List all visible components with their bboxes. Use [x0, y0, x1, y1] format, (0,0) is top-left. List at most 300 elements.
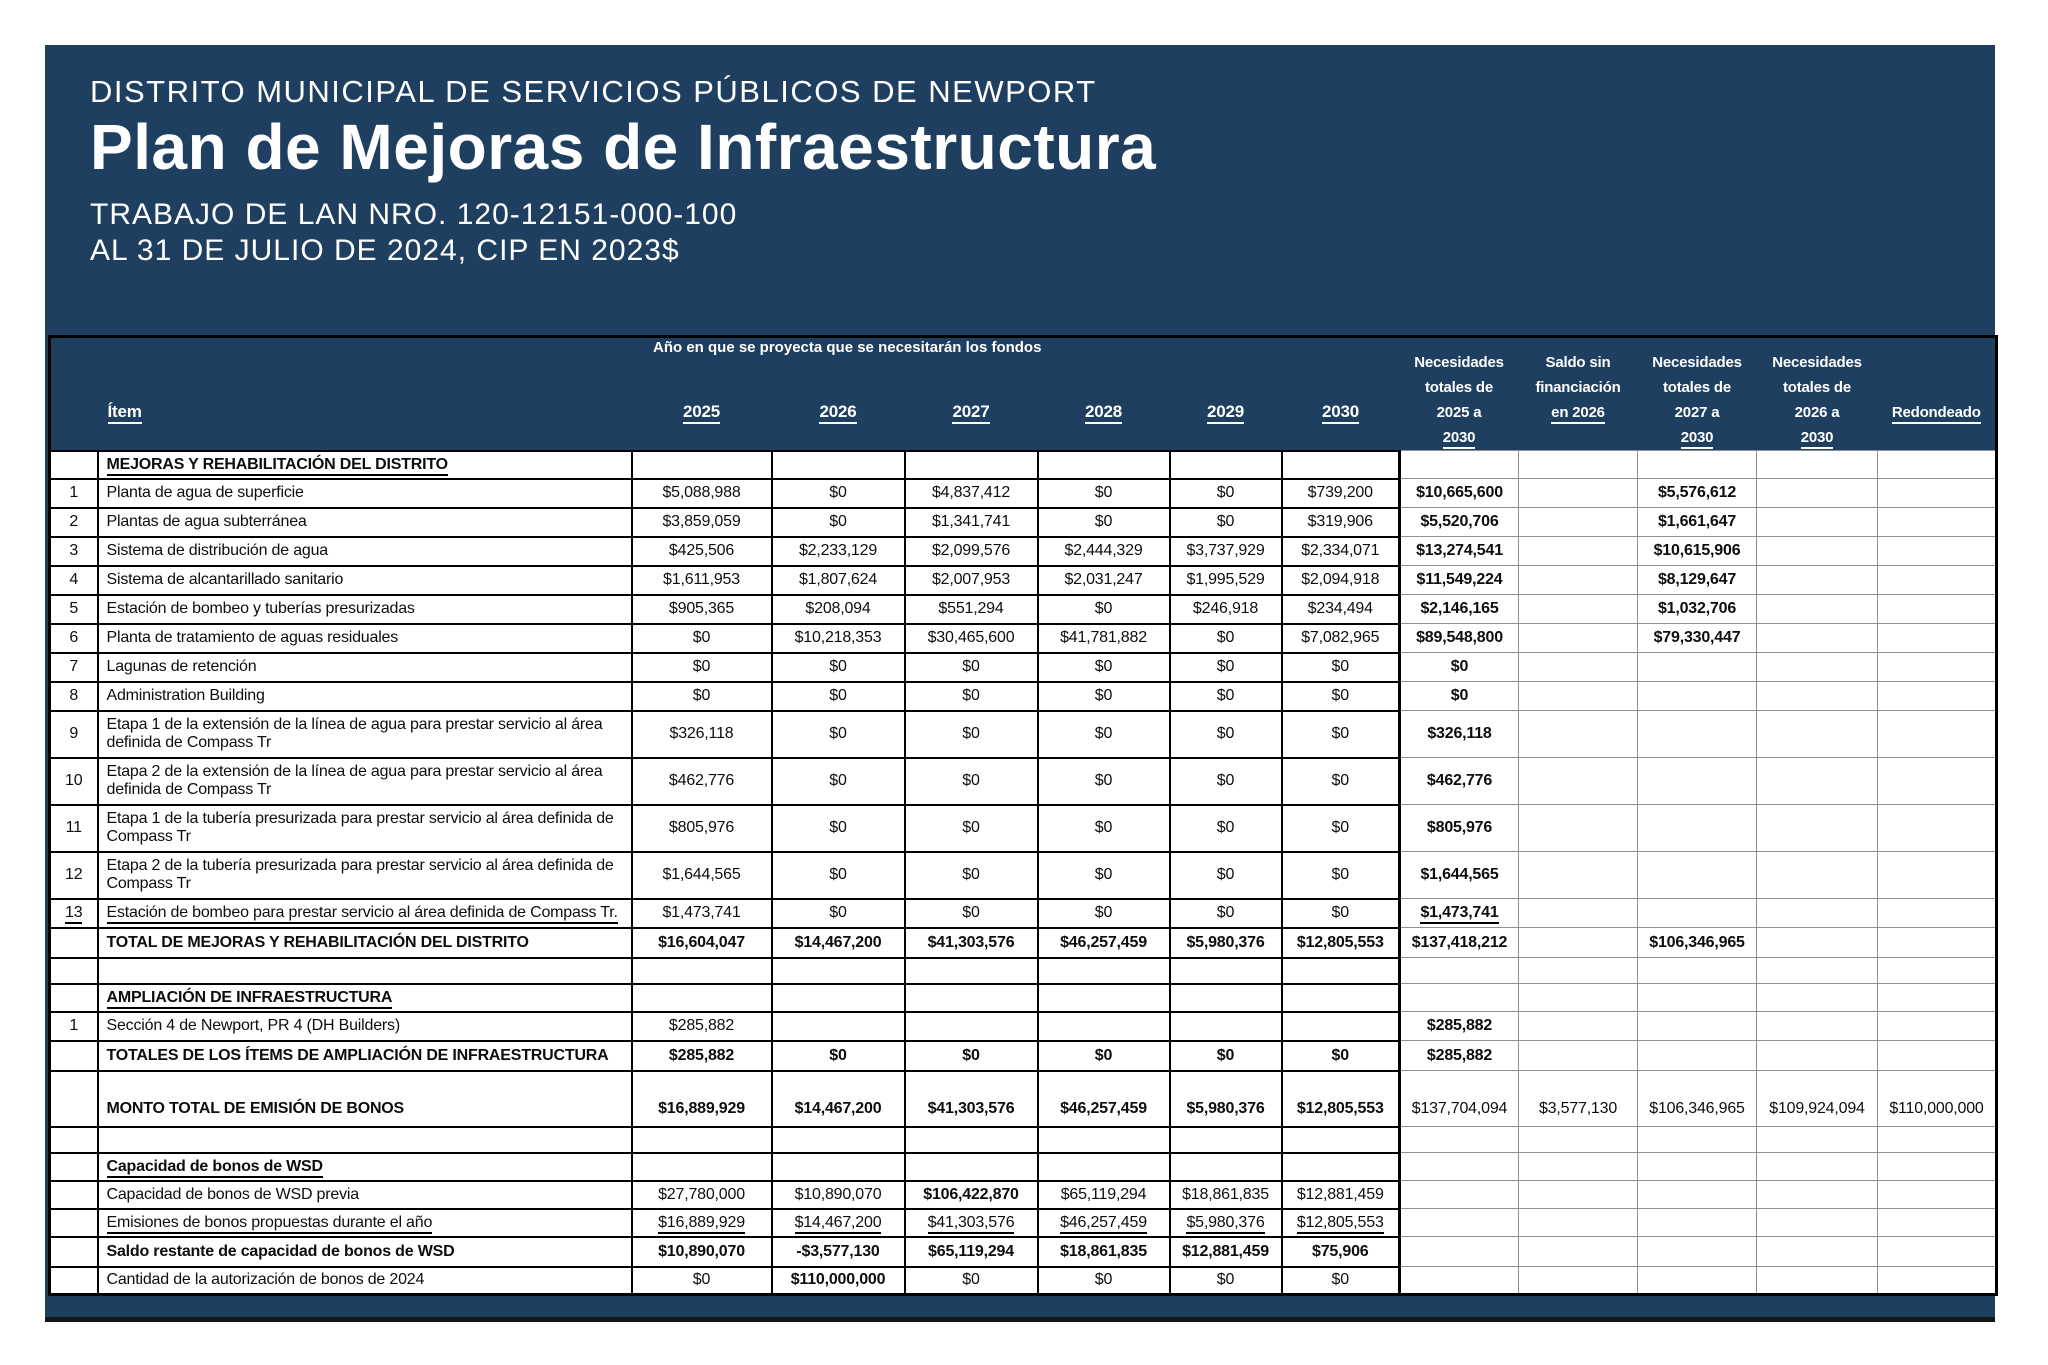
- cell-total-2027-2030: [1638, 1181, 1757, 1209]
- cell-total-2025-2030: $10,665,600: [1400, 479, 1519, 508]
- cell-total-2025-2030: $89,548,800: [1400, 624, 1519, 653]
- cell-2028: $0: [1038, 508, 1170, 537]
- cell-total-2025-2030: [1400, 1237, 1519, 1267]
- cell-total-2025-2030: $2,146,165: [1400, 595, 1519, 624]
- row-label: Estación de bombeo para prestar servicio al área definida de Compass Tr.: [98, 899, 632, 928]
- row-number: [50, 1041, 98, 1071]
- cell-saldo-2026: [1519, 653, 1638, 682]
- cell-2026: $10,218,353: [772, 624, 905, 653]
- cell-2028: $65,119,294: [1038, 1181, 1170, 1209]
- col-redondeado: Redondeado: [1878, 337, 1997, 451]
- col-2025: 2025: [632, 337, 772, 451]
- row-number: [50, 1127, 98, 1153]
- cell-2030: [1282, 1153, 1400, 1181]
- col-2026: 2026: [772, 337, 905, 451]
- table-row: [50, 1012, 1997, 1041]
- cell-2026: $0: [772, 711, 905, 758]
- cell-2026: $0: [772, 852, 905, 899]
- row-label: Sistema de distribución de agua: [98, 537, 632, 566]
- cell-saldo-2026: [1519, 1041, 1638, 1071]
- cell-total-2027-2030: $79,330,447: [1638, 624, 1757, 653]
- cell-redondeado: [1878, 1237, 1997, 1267]
- cell-total-2025-2030: [1400, 451, 1519, 479]
- cip-table: [48, 335, 1998, 1296]
- cell-total-2026-2030: [1757, 1237, 1878, 1267]
- cell-total-2025-2030: $462,776: [1400, 758, 1519, 805]
- cell-2027: $30,465,600: [905, 624, 1038, 653]
- cell-2029: $246,918: [1170, 595, 1282, 624]
- cell-2027: $0: [905, 711, 1038, 758]
- cell-redondeado: [1878, 1127, 1997, 1153]
- cell-saldo-2026: [1519, 1209, 1638, 1237]
- cell-redondeado: [1878, 1012, 1997, 1041]
- cell-total-2025-2030: $1,473,741: [1400, 899, 1519, 928]
- row-number: 1: [50, 1012, 98, 1041]
- cell-2025: [632, 1153, 772, 1181]
- cell-2030: $319,906: [1282, 508, 1400, 537]
- cell-2028: $0: [1038, 805, 1170, 852]
- table-body: [50, 451, 1997, 1295]
- cell-2025: $285,882: [632, 1041, 772, 1071]
- cell-2026: $0: [772, 758, 905, 805]
- cell-total-2027-2030: [1638, 1267, 1757, 1295]
- cell-saldo-2026: [1519, 479, 1638, 508]
- cell-2027: [905, 451, 1038, 479]
- row-label: Cantidad de la autorización de bonos de 2024: [98, 1267, 632, 1295]
- cell-2029: $0: [1170, 653, 1282, 682]
- cell-2028: $18,861,835: [1038, 1237, 1170, 1267]
- row-number: [50, 1209, 98, 1237]
- table-row: [50, 928, 1997, 958]
- cell-2030: $739,200: [1282, 479, 1400, 508]
- cell-2026: $14,467,200: [772, 1071, 905, 1127]
- row-label: Capacidad de bonos de WSD previa: [98, 1181, 632, 1209]
- cell-2026: $0: [772, 899, 905, 928]
- cell-2027: $41,303,576: [905, 1071, 1038, 1127]
- cell-total-2027-2030: [1638, 758, 1757, 805]
- cell-2026: $0: [772, 682, 905, 711]
- cell-2025: $0: [632, 1267, 772, 1295]
- report-panel: [45, 45, 1995, 1322]
- cell-2029: $0: [1170, 1267, 1282, 1295]
- cell-total-2025-2030: $137,418,212: [1400, 928, 1519, 958]
- cell-2028: $41,781,882: [1038, 624, 1170, 653]
- cell-2030: [1282, 1012, 1400, 1041]
- cell-2028: $0: [1038, 711, 1170, 758]
- table-row: [50, 805, 1997, 852]
- cell-total-2027-2030: [1638, 1012, 1757, 1041]
- table-row: [50, 537, 1997, 566]
- cell-2030: [1282, 1127, 1400, 1153]
- cell-total-2025-2030: $0: [1400, 653, 1519, 682]
- cell-2029: $0: [1170, 899, 1282, 928]
- cell-2028: $2,444,329: [1038, 537, 1170, 566]
- table-row: [50, 451, 1997, 479]
- row-label: Estación de bombeo y tuberías presurizadas: [98, 595, 632, 624]
- table-row: [50, 479, 1997, 508]
- cell-2030: $234,494: [1282, 595, 1400, 624]
- cell-2030: $75,906: [1282, 1237, 1400, 1267]
- cell-total-2027-2030: [1638, 653, 1757, 682]
- cell-2029: [1170, 1012, 1282, 1041]
- cell-2030: $7,082,965: [1282, 624, 1400, 653]
- table-row: [50, 566, 1997, 595]
- cell-total-2025-2030: $137,704,094: [1400, 1071, 1519, 1127]
- cell-saldo-2026: [1519, 711, 1638, 758]
- cell-saldo-2026: [1519, 984, 1638, 1012]
- cell-total-2025-2030: $285,882: [1400, 1012, 1519, 1041]
- row-number: 2: [50, 508, 98, 537]
- cell-saldo-2026: [1519, 1153, 1638, 1181]
- cell-redondeado: [1878, 653, 1997, 682]
- cell-total-2026-2030: [1757, 653, 1878, 682]
- row-label: Sección 4 de Newport, PR 4 (DH Builders): [98, 1012, 632, 1041]
- cell-2029: $0: [1170, 758, 1282, 805]
- cell-2026: [772, 1012, 905, 1041]
- cell-total-2026-2030: [1757, 1012, 1878, 1041]
- cell-2026: $0: [772, 479, 905, 508]
- cell-2029: [1170, 958, 1282, 984]
- cell-2026: $1,807,624: [772, 566, 905, 595]
- cell-total-2026-2030: [1757, 1127, 1878, 1153]
- table-row: [50, 595, 1997, 624]
- cell-redondeado: [1878, 537, 1997, 566]
- row-label: Etapa 2 de la extensión de la línea de agua para prestar servicio al área definida de Compass Tr: [98, 758, 632, 805]
- cell-2029: $0: [1170, 508, 1282, 537]
- cell-total-2025-2030: [1400, 984, 1519, 1012]
- cell-2030: $0: [1282, 1041, 1400, 1071]
- cell-total-2027-2030: [1638, 958, 1757, 984]
- cell-total-2026-2030: [1757, 1209, 1878, 1237]
- cell-redondeado: [1878, 758, 1997, 805]
- cell-total-2026-2030: [1757, 711, 1878, 758]
- cell-total-2027-2030: $5,576,612: [1638, 479, 1757, 508]
- row-label: Capacidad de bonos de WSD: [98, 1153, 632, 1181]
- row-label: Emisiones de bonos propuestas durante el año: [98, 1209, 632, 1237]
- table-row: [50, 682, 1997, 711]
- table-row: [50, 958, 1997, 984]
- table-row: [50, 758, 1997, 805]
- row-label: Etapa 2 de la tubería presurizada para prestar servicio al área definida de Compass Tr: [98, 852, 632, 899]
- cell-2027: $0: [905, 682, 1038, 711]
- cell-2026: $0: [772, 653, 905, 682]
- cell-redondeado: [1878, 852, 1997, 899]
- row-number: [50, 1181, 98, 1209]
- cell-redondeado: [1878, 595, 1997, 624]
- table-row: [50, 508, 1997, 537]
- cell-total-2025-2030: [1400, 1181, 1519, 1209]
- cell-redondeado: [1878, 1041, 1997, 1071]
- as-of-date: AL 31 DE JULIO DE 2024, CIP EN 2023$: [90, 234, 680, 267]
- cell-saldo-2026: [1519, 1181, 1638, 1209]
- cell-saldo-2026: [1519, 1267, 1638, 1295]
- row-number: 11: [50, 805, 98, 852]
- cell-total-2027-2030: [1638, 1127, 1757, 1153]
- cell-2030: [1282, 984, 1400, 1012]
- row-number: 3: [50, 537, 98, 566]
- row-label: Etapa 1 de la extensión de la línea de agua para prestar servicio al área definida de Compass Tr: [98, 711, 632, 758]
- row-label: MEJORAS Y REHABILITACIÓN DEL DISTRITO: [98, 451, 632, 479]
- cell-redondeado: [1878, 928, 1997, 958]
- row-label: Sistema de alcantarillado sanitario: [98, 566, 632, 595]
- table-row: [50, 624, 1997, 653]
- cell-total-2027-2030: [1638, 1237, 1757, 1267]
- cell-redondeado: [1878, 566, 1997, 595]
- cell-2030: $0: [1282, 805, 1400, 852]
- row-number: 6: [50, 624, 98, 653]
- cell-total-2026-2030: [1757, 1153, 1878, 1181]
- cell-2025: $905,365: [632, 595, 772, 624]
- cell-total-2027-2030: [1638, 805, 1757, 852]
- cell-total-2027-2030: [1638, 1209, 1757, 1237]
- cell-total-2025-2030: [1400, 1209, 1519, 1237]
- row-number: 10: [50, 758, 98, 805]
- cell-total-2026-2030: [1757, 1041, 1878, 1071]
- cell-2025: $16,889,929: [632, 1209, 772, 1237]
- cell-total-2027-2030: [1638, 852, 1757, 899]
- table-row: [50, 1041, 1997, 1071]
- cell-2029: [1170, 451, 1282, 479]
- cell-total-2026-2030: $109,924,094: [1757, 1071, 1878, 1127]
- cell-saldo-2026: [1519, 595, 1638, 624]
- row-number: 1: [50, 479, 98, 508]
- table-row: [50, 852, 1997, 899]
- cell-redondeado: [1878, 682, 1997, 711]
- cell-2028: [1038, 958, 1170, 984]
- cell-redondeado: [1878, 1267, 1997, 1295]
- cell-saldo-2026: [1519, 682, 1638, 711]
- cell-2030: $0: [1282, 711, 1400, 758]
- cell-redondeado: [1878, 1153, 1997, 1181]
- row-label: Administration Building: [98, 682, 632, 711]
- cell-2028: $0: [1038, 852, 1170, 899]
- cell-saldo-2026: [1519, 758, 1638, 805]
- cell-total-2026-2030: [1757, 928, 1878, 958]
- row-label: Saldo restante de capacidad de bonos de WSD: [98, 1237, 632, 1267]
- cell-2026: $10,890,070: [772, 1181, 905, 1209]
- row-label: MONTO TOTAL DE EMISIÓN DE BONOS: [98, 1071, 632, 1127]
- cell-2030: $0: [1282, 653, 1400, 682]
- col-row-number: [50, 337, 98, 451]
- col-2029: 2029: [1170, 337, 1282, 451]
- cell-2027: $0: [905, 899, 1038, 928]
- row-label: Etapa 1 de la tubería presurizada para prestar servicio al área definida de Compass Tr: [98, 805, 632, 852]
- row-number: [50, 451, 98, 479]
- cell-total-2026-2030: [1757, 899, 1878, 928]
- row-label: AMPLIACIÓN DE INFRAESTRUCTURA: [98, 984, 632, 1012]
- cell-total-2026-2030: [1757, 1267, 1878, 1295]
- cell-total-2025-2030: $11,549,224: [1400, 566, 1519, 595]
- cell-total-2026-2030: [1757, 852, 1878, 899]
- cell-2026: $0: [772, 805, 905, 852]
- cell-2029: $5,980,376: [1170, 1071, 1282, 1127]
- row-number: 12: [50, 852, 98, 899]
- cell-saldo-2026: [1519, 899, 1638, 928]
- row-number: [50, 958, 98, 984]
- row-number: 9: [50, 711, 98, 758]
- col-2028: 2028: [1038, 337, 1170, 451]
- cell-redondeado: [1878, 984, 1997, 1012]
- cell-2026: [772, 984, 905, 1012]
- cell-2025: $1,611,953: [632, 566, 772, 595]
- table-row: [50, 653, 1997, 682]
- cell-saldo-2026: [1519, 508, 1638, 537]
- cell-2025: $16,889,929: [632, 1071, 772, 1127]
- cell-total-2027-2030: $106,346,965: [1638, 1071, 1757, 1127]
- cell-2030: [1282, 958, 1400, 984]
- years-band-label: Año en que se proyecta que se necesitarán los fondos: [653, 339, 1042, 356]
- cell-2028: [1038, 1127, 1170, 1153]
- cell-saldo-2026: [1519, 566, 1638, 595]
- row-label: [98, 958, 632, 984]
- cell-2026: $208,094: [772, 595, 905, 624]
- cell-2025: [632, 984, 772, 1012]
- cell-2025: $425,506: [632, 537, 772, 566]
- cell-2028: $0: [1038, 758, 1170, 805]
- cell-2029: $12,881,459: [1170, 1237, 1282, 1267]
- cell-2028: [1038, 1153, 1170, 1181]
- cell-redondeado: [1878, 451, 1997, 479]
- cell-2026: $110,000,000: [772, 1267, 905, 1295]
- cell-redondeado: [1878, 1209, 1997, 1237]
- cell-total-2027-2030: [1638, 1153, 1757, 1181]
- cell-2027: $106,422,870: [905, 1181, 1038, 1209]
- table-row: [50, 1127, 1997, 1153]
- cell-total-2026-2030: [1757, 984, 1878, 1012]
- row-number: [50, 1153, 98, 1181]
- work-order-number: TRABAJO DE LAN NRO. 120-12151-000-100: [90, 198, 738, 231]
- cell-2029: $0: [1170, 711, 1282, 758]
- row-number: 8: [50, 682, 98, 711]
- cell-total-2027-2030: [1638, 711, 1757, 758]
- cell-total-2026-2030: [1757, 451, 1878, 479]
- cell-2029: $5,980,376: [1170, 1209, 1282, 1237]
- row-label: TOTALES DE LOS ÍTEMS DE AMPLIACIÓN DE INFRAESTRUCTURA: [98, 1041, 632, 1071]
- cell-2029: [1170, 1153, 1282, 1181]
- cell-2025: $0: [632, 682, 772, 711]
- cell-2026: -$3,577,130: [772, 1237, 905, 1267]
- cell-total-2027-2030: [1638, 451, 1757, 479]
- cell-2027: $0: [905, 1041, 1038, 1071]
- col-total-2026-2030: Necesidades totales de 2026 a 2030: [1757, 337, 1878, 451]
- cell-2029: [1170, 1127, 1282, 1153]
- cell-2028: $46,257,459: [1038, 1209, 1170, 1237]
- cell-2025: $805,976: [632, 805, 772, 852]
- cell-redondeado: [1878, 1181, 1997, 1209]
- row-label: [98, 1127, 632, 1153]
- cell-total-2027-2030: $1,032,706: [1638, 595, 1757, 624]
- cell-2028: [1038, 451, 1170, 479]
- cell-total-2027-2030: $8,129,647: [1638, 566, 1757, 595]
- cell-2030: $12,805,553: [1282, 1209, 1400, 1237]
- col-item-label: Ítem: [108, 402, 142, 424]
- cell-total-2027-2030: [1638, 899, 1757, 928]
- cell-2027: $41,303,576: [905, 928, 1038, 958]
- cell-total-2025-2030: $805,976: [1400, 805, 1519, 852]
- cell-redondeado: $110,000,000: [1878, 1071, 1997, 1127]
- cell-2026: [772, 958, 905, 984]
- page-title: Plan de Mejoras de Infraestructura: [90, 111, 1157, 183]
- cell-redondeado: [1878, 624, 1997, 653]
- cell-2029: $0: [1170, 479, 1282, 508]
- cell-2028: $0: [1038, 899, 1170, 928]
- col-total-2025-2030: Necesidades totales de 2025 a 2030: [1400, 337, 1519, 451]
- cell-2030: $0: [1282, 899, 1400, 928]
- cell-2030: [1282, 451, 1400, 479]
- cell-2027: [905, 1153, 1038, 1181]
- cell-2025: $16,604,047: [632, 928, 772, 958]
- cell-total-2025-2030: $1,644,565: [1400, 852, 1519, 899]
- cell-2026: $0: [772, 508, 905, 537]
- cell-2029: $18,861,835: [1170, 1181, 1282, 1209]
- cell-2029: $3,737,929: [1170, 537, 1282, 566]
- cell-2025: [632, 1127, 772, 1153]
- cell-2026: [772, 451, 905, 479]
- cell-2027: [905, 984, 1038, 1012]
- cell-saldo-2026: [1519, 852, 1638, 899]
- cell-2026: [772, 1153, 905, 1181]
- cell-2025: $27,780,000: [632, 1181, 772, 1209]
- cell-2025: $326,118: [632, 711, 772, 758]
- cell-total-2026-2030: [1757, 566, 1878, 595]
- cell-saldo-2026: [1519, 624, 1638, 653]
- cell-2030: $2,334,071: [1282, 537, 1400, 566]
- row-number: 4: [50, 566, 98, 595]
- cell-2026: $0: [772, 1041, 905, 1071]
- cell-2027: $0: [905, 653, 1038, 682]
- cell-2027: [905, 1127, 1038, 1153]
- row-label: TOTAL DE MEJORAS Y REHABILITACIÓN DEL DISTRITO: [98, 928, 632, 958]
- cell-2029: $0: [1170, 682, 1282, 711]
- row-number: 5: [50, 595, 98, 624]
- cell-2027: $0: [905, 852, 1038, 899]
- col-2027: 2027: [905, 337, 1038, 451]
- table-head: [50, 337, 1997, 451]
- cell-total-2027-2030: [1638, 1041, 1757, 1071]
- cell-2029: [1170, 984, 1282, 1012]
- cell-total-2026-2030: [1757, 624, 1878, 653]
- cell-2026: $14,467,200: [772, 928, 905, 958]
- cell-total-2027-2030: $106,346,965: [1638, 928, 1757, 958]
- col-2030: 2030: [1282, 337, 1400, 451]
- cell-2029: $0: [1170, 852, 1282, 899]
- cell-redondeado: [1878, 958, 1997, 984]
- cell-2025: [632, 958, 772, 984]
- cell-2027: $551,294: [905, 595, 1038, 624]
- cell-saldo-2026: $3,577,130: [1519, 1071, 1638, 1127]
- cell-2028: $0: [1038, 682, 1170, 711]
- col-item: [98, 337, 632, 451]
- cell-2028: $0: [1038, 1267, 1170, 1295]
- col-total-2027-2030: Necesidades totales de 2027 a 2030: [1638, 337, 1757, 451]
- cell-2028: $0: [1038, 1041, 1170, 1071]
- cell-redondeado: [1878, 805, 1997, 852]
- cell-total-2027-2030: [1638, 984, 1757, 1012]
- cell-2028: [1038, 984, 1170, 1012]
- cell-2027: $65,119,294: [905, 1237, 1038, 1267]
- col-saldo-sin-financiacion: Saldo sin financiación en 2026: [1519, 337, 1638, 451]
- cell-2030: $0: [1282, 1267, 1400, 1295]
- row-number: 13: [50, 899, 98, 928]
- cell-2029: $0: [1170, 624, 1282, 653]
- cell-2025: $0: [632, 624, 772, 653]
- cell-redondeado: [1878, 479, 1997, 508]
- cell-2029: $5,980,376: [1170, 928, 1282, 958]
- cell-redondeado: [1878, 899, 1997, 928]
- cell-redondeado: [1878, 508, 1997, 537]
- cell-2026: [772, 1127, 905, 1153]
- cell-total-2026-2030: [1757, 758, 1878, 805]
